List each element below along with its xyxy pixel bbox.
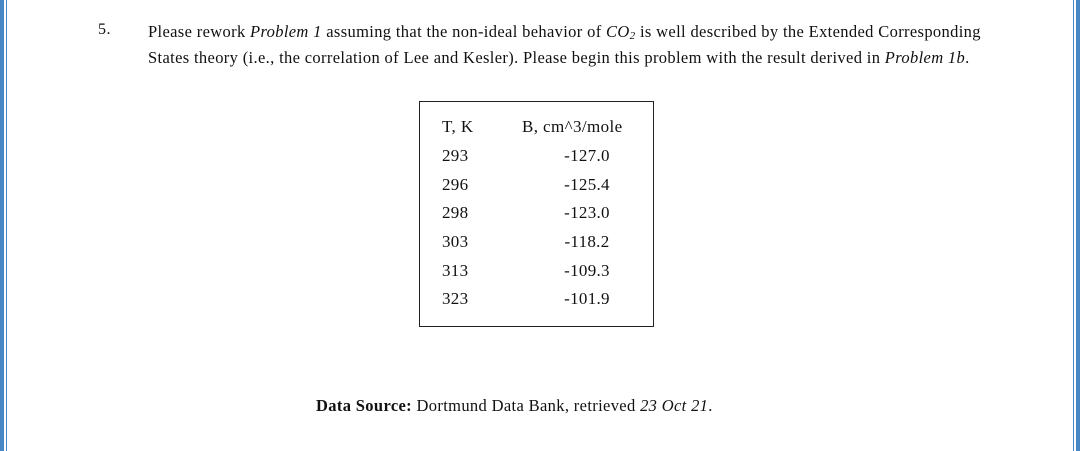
problem-text-part: . xyxy=(965,48,970,67)
chemical-formula xyxy=(606,22,635,41)
table-cell-temperature: 303 xyxy=(442,232,469,252)
table-row xyxy=(434,199,652,228)
table-cell-coefficient: -123.0 xyxy=(564,203,610,223)
formula-subscript: 2 xyxy=(629,30,636,42)
table-cell-temperature: 323 xyxy=(442,289,469,309)
table-row xyxy=(434,256,652,285)
table-row xyxy=(434,285,652,314)
table-cell-coefficient: -118.2 xyxy=(564,232,610,252)
problem-statement xyxy=(148,20,990,69)
table-cell-temperature: 296 xyxy=(442,174,469,194)
data-source-date: 23 Oct 21 xyxy=(640,396,709,415)
data-source-text: Dortmund Data Bank, retrieved xyxy=(412,396,641,415)
table-cell-coefficient: -127.0 xyxy=(564,146,610,166)
table-cell-temperature: 298 xyxy=(442,203,469,223)
problem-text-part: is well described by the Extended Corresponding States theory (i.e., the correlation of Lee and Kesler). Please begin this problem with the result derived in xyxy=(148,22,981,67)
page-right-border xyxy=(1076,0,1080,451)
table-cell-coefficient: -109.3 xyxy=(564,260,610,280)
problem-text-part: Please rework xyxy=(148,22,251,41)
data-source-note xyxy=(316,396,713,416)
table-cell-coefficient: -101.9 xyxy=(564,289,610,309)
problem-reference: Problem 1 xyxy=(250,22,322,41)
data-source-end: . xyxy=(708,396,713,415)
problem-reference: Problem 1b xyxy=(884,48,966,67)
table-header-row xyxy=(434,112,652,142)
problem-text-part: assuming that the non-ideal behavior of xyxy=(321,22,607,41)
table-row xyxy=(434,142,652,171)
table-cell-temperature: 313 xyxy=(442,260,469,280)
table-header-coefficient: B, cm^3/mole xyxy=(522,117,623,136)
table-header-temperature: T, K xyxy=(442,117,474,136)
data-table xyxy=(434,112,652,314)
formula-base: CO xyxy=(606,22,630,41)
table-cell-temperature: 293 xyxy=(442,146,469,166)
table-row xyxy=(434,171,652,200)
page-left-border xyxy=(0,0,4,451)
table-row xyxy=(434,228,652,257)
data-source-label: Data Source: xyxy=(316,396,413,415)
table-cell-coefficient: -125.4 xyxy=(564,174,610,194)
problem-number: 5. xyxy=(98,21,111,38)
data-table-box xyxy=(419,101,654,327)
